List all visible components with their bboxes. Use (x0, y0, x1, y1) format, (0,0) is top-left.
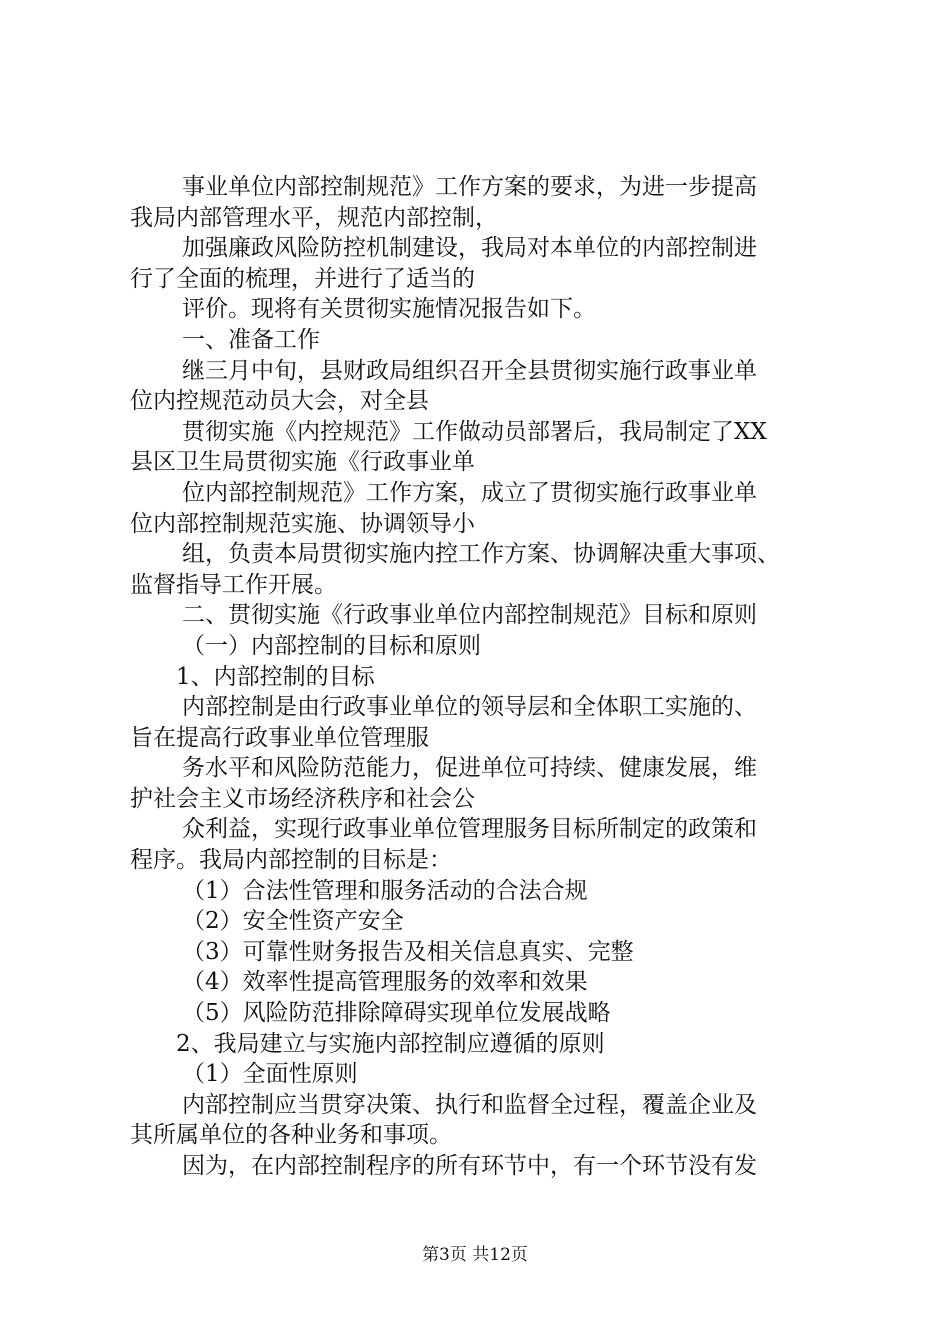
text-line: 因为，在内部控制程序的所有环节中，有一个环节没有发 (182, 1153, 757, 1179)
list-item: （1）合法性管理和服务活动的合法合规 (182, 877, 588, 904)
text-line: 位内部控制规范》工作方案，成立了贯彻实施行政事业单 (182, 479, 757, 506)
text-line: 位内控规范动员大会，对全县 (130, 388, 429, 415)
page-number-footer: 第3页 共12页 (422, 1245, 528, 1265)
text-line: 护社会主义市场经济秩序和社会公 (130, 785, 475, 812)
list-item: （5）风险防范排除障碍实现单位发展战略 (182, 1000, 611, 1027)
text-line: 众利益，实现行政事业单位管理服务目标所制定的政策和 (182, 816, 757, 843)
subsection-heading: 2、我局建立与实施内部控制应遵循的原则 (176, 1030, 605, 1057)
text-line: 位内部控制规范实施、协调领导小 (130, 510, 475, 537)
text-line: 继三月中旬，县财政局组织召开全县贯彻实施行政事业单 (182, 357, 757, 384)
section-heading: 一、准备工作 (182, 326, 320, 353)
text-line: 程序。我局内部控制的目标是： (130, 847, 452, 874)
subsection-heading: （一）内部控制的目标和原则 (182, 632, 481, 659)
text-line: 事业单位内部控制规范》工作方案的要求，为进一步提高 (182, 174, 757, 200)
text-line: 内部控制应当贯穿决策、执行和监督全过程，覆盖企业及 (182, 1091, 757, 1118)
text-line: 监督指导工作开展。 (130, 571, 337, 598)
text-line: 组，负责本局贯彻实施内控工作方案、协调解决重大事项、 (182, 541, 780, 568)
text-line: 旨在提高行政事业单位管理服 (130, 724, 429, 751)
text-line: 务水平和风险防范能力，促进单位可持续、健康发展，维 (182, 755, 757, 782)
text-line: 其所属单位的各种业务和事项。 (130, 1122, 452, 1149)
list-item: （1）全面性原则 (182, 1061, 358, 1088)
subsection-heading: 1、内部控制的目标 (176, 663, 375, 690)
section-heading: 二、贯彻实施《行政事业单位内部控制规范》目标和原则 (182, 602, 757, 629)
text-line: 我局内部管理水平，规范内部控制， (130, 204, 498, 231)
text-line: 行了全面的梳理，并进行了适当的 (130, 265, 475, 292)
document-body (130, 172, 840, 1182)
text-line: 贯彻实施《内控规范》工作做动员部署后，我局制定了XX (182, 418, 767, 445)
text-line: 县区卫生局贯彻实施《行政事业单 (130, 449, 475, 476)
list-item: （4）效率性提高管理服务的效率和效果 (182, 969, 588, 996)
text-line: 评价。现将有关贯彻实施情况报告如下。 (182, 296, 596, 323)
text-line: 内部控制是由行政事业单位的领导层和全体职工实施的、 (182, 694, 757, 721)
list-item: （2）安全性资产安全 (182, 908, 404, 935)
list-item: （3）可靠性财务报告及相关信息真实、完整 (182, 938, 634, 965)
text-line: 加强廉政风险防控机制建设，我局对本单位的内部控制进 (182, 235, 757, 262)
